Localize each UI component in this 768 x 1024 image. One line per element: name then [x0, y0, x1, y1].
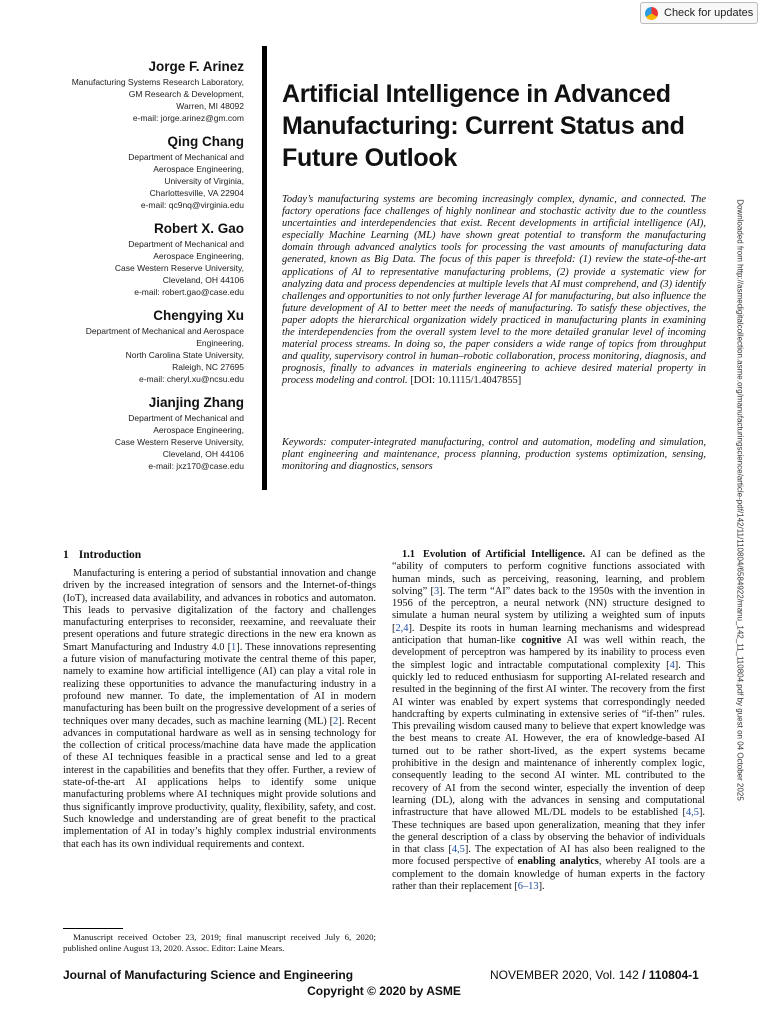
- footnote: [63, 932, 376, 953]
- check-for-updates-button[interactable]: [640, 2, 758, 24]
- author-affiliation: Department of Mechanical and: [128, 413, 244, 423]
- text-run: Manufacturing is entering a period of substantial innovation and change driven by the increased integration of sensors and the Internet-of-things (IoT), increased data availability, and advances in robotics and automaton. This leads to pervasive digitalization of the factory and challenges manufacturing enterprises to reconsider, reexamine, and reevaluate their present operations and future strategic directions in the new era known as Smart Manufacturing and Industry 4.0 [: [63, 568, 376, 653]
- author-affiliation: Charlottesville, VA 22904: [149, 188, 244, 198]
- author-email: e-mail: jorge.arinez@gm.com: [132, 113, 244, 123]
- author-email: e-mail: qc9nq@virginia.edu: [140, 200, 244, 210]
- citation-link[interactable]: 6–13: [517, 881, 539, 893]
- author-name: Qing Chang: [167, 134, 244, 149]
- author-affiliation: North Carolina State University,: [125, 350, 244, 360]
- author-affiliation: Aerospace Engineering,: [153, 251, 244, 261]
- author-block: [60, 58, 244, 124]
- author-affiliation: Cleveland, OH 44106: [162, 449, 244, 459]
- citation-link[interactable]: 3: [433, 585, 440, 597]
- citation-link[interactable]: 1: [231, 641, 237, 653]
- author-affiliation: Department of Mechanical and: [128, 152, 244, 162]
- crossmark-icon: [645, 7, 658, 20]
- author-affiliation: Case Western Reserve University,: [114, 437, 244, 447]
- title-divider-bar: [262, 46, 267, 490]
- evolution-column: [392, 549, 705, 893]
- abstract-text: Today’s manufacturing systems are becoming increasingly complex, dynamic, and connected. The factory operations face challenges of highly nonlinear and stochastic activity due to the countless uncertainties and interdependencies that exist. Recent developments in artificial intelligence (AI), especially Machine Learning (ML) have shown great potential to transform the manufacturing domain through advanced analytics tools for processing the vast amounts of manufacturing data generated, known as Big Data. The focus of this paper is threefold: (1) review the state-of-the-art applications of AI to representative manufacturing problems, (2) provide a systematic view for analyzing data and process dependencies at multiple levels that AI must comprehend, and (3) identify challenges and opportunities to not only further leverage AI for manufacturing, but also influence the future development of AI to better meet the needs of manufacturing. To satisfy these objectives, the paper adopts the hierarchical organization widely practiced in manufacturing plants in examining the interdependencies from the overall system level to the more detailed granular level of incoming material process streams. In doing so, the paper considers a wide range of topics from throughput and quality, supervisory control in human–robotic collaboration, process monitoring, diagnosis, and prognosis, finally to advances in materials engineering to achieve desired material property in process modeling and control.: [282, 194, 706, 387]
- author-block: [60, 133, 244, 211]
- abstract: [282, 194, 706, 388]
- author-name: Jorge F. Arinez: [148, 59, 244, 74]
- author-affiliation: Manufacturing Systems Research Laboratory,: [71, 77, 244, 87]
- author-name: Jianjing Zhang: [148, 395, 244, 410]
- author-affiliation: Department of Mechanical and: [128, 239, 244, 249]
- author-email: e-mail: jxz170@case.edu: [148, 461, 244, 471]
- citation-link[interactable]: 4: [669, 659, 675, 671]
- intro-column: [63, 568, 376, 851]
- text-run: ]. These innovations representing a future vision of manufacturing motivate the central theme of this paper, namely to examine how artificial intelligence (AI) can play a vital role in realizing these opportunities to advance the manufacturing industry in a profound new manner. To date, the implementation of AI in modern manufacturing has been built on the progressive development of a series of techniques over many decades, such as machine learning (ML) [: [63, 641, 376, 727]
- text-run: ]. Despite its roots in human learning mechanisms and widespread anticipation that human-like: [392, 622, 705, 647]
- subsection-number: 1.1: [402, 549, 415, 560]
- text-run: AI was well within reach, the development of perceptron was hampered by its inability to process even the simplest logic and intractable computational complexity [: [392, 635, 705, 671]
- issue-text: NOVEMBER 2020, Vol. 142: [490, 968, 639, 982]
- evolution-paragraph: [392, 549, 705, 893]
- text-run: AI can be defined as the “ability of computers to perform cognitive functions associated with human minds, such as perceiving, reasoning, learning, and problem solving” [: [392, 549, 705, 597]
- author-affiliation: University of Virginia,: [164, 176, 244, 186]
- author-affiliation: Warren, MI 48092: [176, 101, 244, 111]
- author-block: [60, 220, 244, 298]
- author-affiliation: Engineering,: [196, 338, 244, 348]
- section-heading: [63, 549, 141, 561]
- author-block: [60, 394, 244, 472]
- citation-link[interactable]: 4,5: [685, 807, 699, 819]
- author-email: e-mail: robert.gao@case.edu: [134, 287, 244, 297]
- text-run: ]. This quickly led to reduced enthusiasm for supporting AI-related research and resulted in the beginning of the first AI winter. The recovery from the first AI winter was enabled by expert systems that correspondingly needed handcrafting by experts culminating in extensive series of “if-then” rules. This prevailing wisdom caused many to believe that expert knowledge was the best means to create AI. However, the era of knowledge-based AI turned out to be rather short-lived, as the expert systems became prohibitive in the design and maintenance of inherently complex logic, consequently leading to the second AI winter. ML contributed to the recovery of AI from the second winter, especially the invention of deep learning (DL), along with the advances in sensing and computational infrastructure that have allowed ML/DL models to be established [: [392, 659, 705, 819]
- check-for-updates-label: Check for updates: [664, 7, 754, 19]
- section-title: Introduction: [78, 549, 142, 561]
- author-affiliation: Raleigh, NC 27695: [172, 362, 244, 372]
- intro-paragraph: [63, 568, 376, 851]
- author-name: Chengying Xu: [153, 308, 244, 323]
- keywords: Keywords: computer-integrated manufacturing, control and automation, modeling and simulation, plant engineering and maintenance, process planning, production systems optimization, sensing, monitoring and diagnostics, sensors: [282, 437, 706, 473]
- citation-link[interactable]: 2,4: [395, 622, 409, 634]
- text-run: ]. These techniques are based upon generalization, meaning that they infer the general description of a class by observing the behavior of individuals in that class [: [392, 807, 705, 856]
- text-run: ].: [538, 881, 545, 893]
- download-notice: [733, 199, 747, 801]
- footnote-rule: [63, 928, 123, 929]
- emphasis-term: enabling analytics: [517, 856, 599, 868]
- doi-link[interactable]: [DOI: 10.1115/1.4047855]: [410, 375, 522, 387]
- article-number: 110804-1: [648, 968, 699, 982]
- copyright: Copyright © 2020 by ASME: [307, 984, 461, 998]
- author-block: [60, 307, 244, 385]
- citation-link[interactable]: 4,5: [451, 844, 465, 856]
- issue-info: [490, 968, 699, 982]
- subsection-title: Evolution of Artificial Intelligence.: [423, 549, 586, 560]
- download-notice-text: Downloaded from http://asmedigitalcollection.asme.org/manufacturingscience/article-pdf/142/11/110804/6584922/manu_142_11_110804.pdf by guest on 04 October 2025: [735, 199, 745, 801]
- citation-link[interactable]: 2: [333, 715, 339, 727]
- emphasis-term: cognitive: [521, 635, 562, 647]
- author-affiliation: Aerospace Engineering,: [153, 425, 244, 435]
- text-run: ]. Recent advances in computational hardware as well as in sensing technology for the collection of critical process/machine data have made the application of these AI techniques feasible in a practical sense and led to a great interest in the capabilities and benefits that they offer. Further, a review of state-of-the-art AI applications helps to identify some unique manufacturing problems where AI techniques might provide solutions and thus significantly improve productivity, quality, flexibility, safety, and cost. Such knowledge and understanding are of great benefit to the practical implementation of AI in today’s highly complex industrial environments that each has its own individual requirements and context.: [63, 715, 376, 850]
- text-run: ]. The expectation of AI has also been realigned to the more focused perspective of: [392, 844, 705, 868]
- section-number: 1: [63, 549, 69, 561]
- author-affiliation: Case Western Reserve University,: [114, 263, 244, 273]
- author-affiliation: Cleveland, OH 44106: [162, 275, 244, 285]
- journal-name: Journal of Manufacturing Science and Engineering: [63, 968, 354, 982]
- author-affiliation: Department of Mechanical and Aerospace: [85, 326, 244, 336]
- author-email: e-mail: cheryl.xu@ncsu.edu: [138, 374, 244, 384]
- author-list: [60, 58, 244, 481]
- author-name: Robert X. Gao: [153, 221, 244, 236]
- text-run: ]. The term “AI” dates back to the 1950s with the invention in 1956 of the perceptron, a neural network (NN) structure designed to simulate a human neural system by utilizing a weighted sum of inputs [: [392, 585, 705, 634]
- text-run: , whereby AI tools are a complement to the domain knowledge of human experts in the factory rather than their replacement [: [392, 856, 705, 893]
- author-affiliation: GM Research & Development,: [128, 89, 244, 99]
- paper-title: Artificial Intelligence in Advanced Manufacturing: Current Status and Future Outlook: [282, 80, 685, 172]
- issue-separator: /: [642, 968, 646, 982]
- author-affiliation: Aerospace Engineering,: [153, 164, 244, 174]
- footnote-text: Manuscript received October 23, 2019; final manuscript received July 6, 2020; published online August 13, 2020. Assoc. Editor: Laine Mears.: [63, 932, 376, 953]
